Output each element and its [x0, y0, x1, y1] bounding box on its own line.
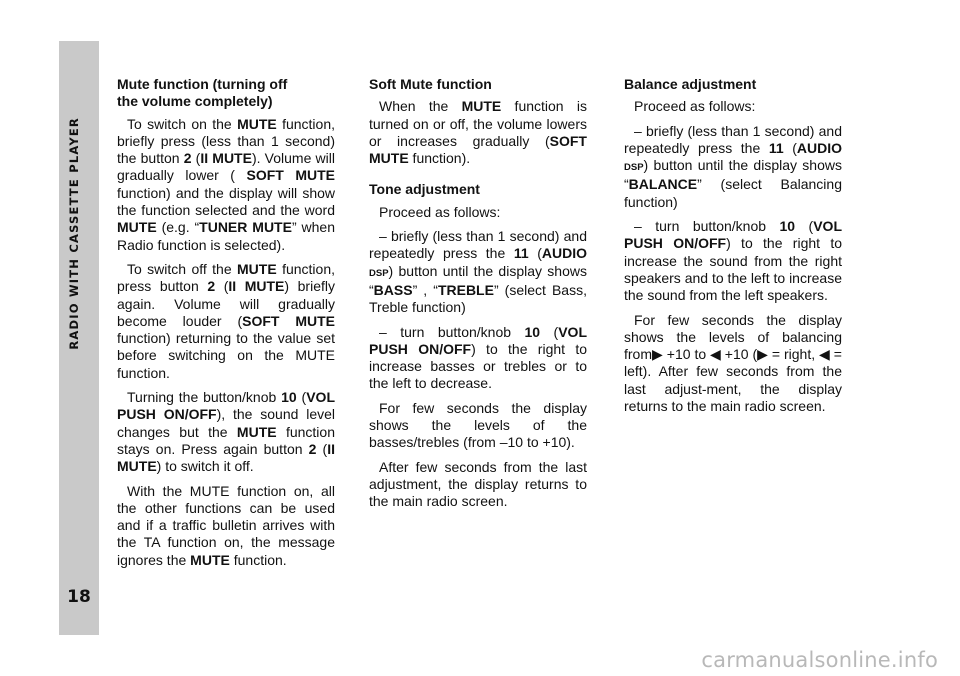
- section-title: RADIO WITH CASSETTE PLAYER: [67, 117, 81, 350]
- watermark: carmanualsonline.info: [701, 648, 938, 672]
- mute-volume-paragraph: Turning the button/knob 10 (VOL PUSH ON/OFF), the sound level changes but the MUTE function stays on. Press again button 2 (II MUTE) to switch it off.: [117, 389, 336, 475]
- balance-levels-paragraph: For few seconds the display shows the levels of balancing from▶ +10 to ◀ +10 (▶ = right, ◀ = left). After few seconds from the last adjust-ment, the display returns to the main radio screen.: [624, 311, 842, 415]
- heading-balance: Balance adjustment: [624, 76, 757, 92]
- balance-press-paragraph: – briefly (less than 1 second) and repeatedly press the 11 (AUDIO DSP) button until the display shows “BALANCE” (select Balancing function): [624, 122, 842, 210]
- mute-switch-on-paragraph: To switch on the MUTE function, briefly press (less than 1 second) the button 2 (II MUTE). Volume will gradually lower ( SOFT MUTE function) and the display will show the function selected and the word MUTE (e.g. “TUNER MUTE” when Radio function is selected).: [117, 115, 335, 253]
- column-tone: [369, 76, 587, 518]
- balance-proceed-paragraph: Proceed as follows:: [634, 98, 756, 115]
- right-arrow-icon: ▶: [757, 346, 768, 363]
- tone-proceed-paragraph: Proceed as follows:: [379, 203, 501, 220]
- soft-mute-paragraph: When the MUTE function is turned on or off, the volume lowers or increases gradually (SOFT MUTE function).: [369, 98, 587, 167]
- column-balance: [624, 76, 842, 422]
- mute-traffic-paragraph: With the MUTE function on, all the other functions can be used and if a traffic bulletin arrives with the TA function on, the message ignores the MUTE function.: [117, 482, 335, 568]
- column-mute: [117, 76, 335, 576]
- heading-soft-mute: Soft Mute function: [369, 76, 492, 92]
- left-arrow-icon: ◀: [819, 346, 830, 363]
- tone-return-paragraph: After few seconds from the last adjustment, the display returns to the main radio screen.: [369, 458, 587, 510]
- heading-mute: Mute function (turning off the volume completely): [117, 76, 288, 110]
- right-arrow-icon: ▶: [652, 346, 663, 363]
- left-arrow-icon: ◀: [710, 346, 721, 363]
- balance-turn-paragraph: – turn button/knob 10 (VOL PUSH ON/OFF) to the right to increase the sound from the right speakers and to the left to increase the sound from the left speakers.: [624, 218, 842, 304]
- tone-press-paragraph: – briefly (less than 1 second) and repeatedly press the 11 (AUDIO DSP) button until the display shows “BASS” , “TREBLE” (select Bass, Treble function): [369, 228, 587, 316]
- mute-switch-off-paragraph: To switch off the MUTE function, press button 2 (II MUTE) briefly again. Volume will gradually become louder (SOFT MUTE function) returning to the value set before switching on the MUTE function.: [117, 260, 335, 381]
- tone-turn-paragraph: – turn button/knob 10 (VOL PUSH ON/OFF) to the right to increase basses or trebles or to the left to decrease.: [369, 323, 587, 392]
- tone-levels-paragraph: For few seconds the display shows the levels of the basses/trebles (from –10 to +10).: [369, 399, 587, 451]
- heading-tone: Tone adjustment: [369, 181, 480, 198]
- side-tab: [59, 41, 99, 635]
- page-number: 18: [67, 587, 91, 607]
